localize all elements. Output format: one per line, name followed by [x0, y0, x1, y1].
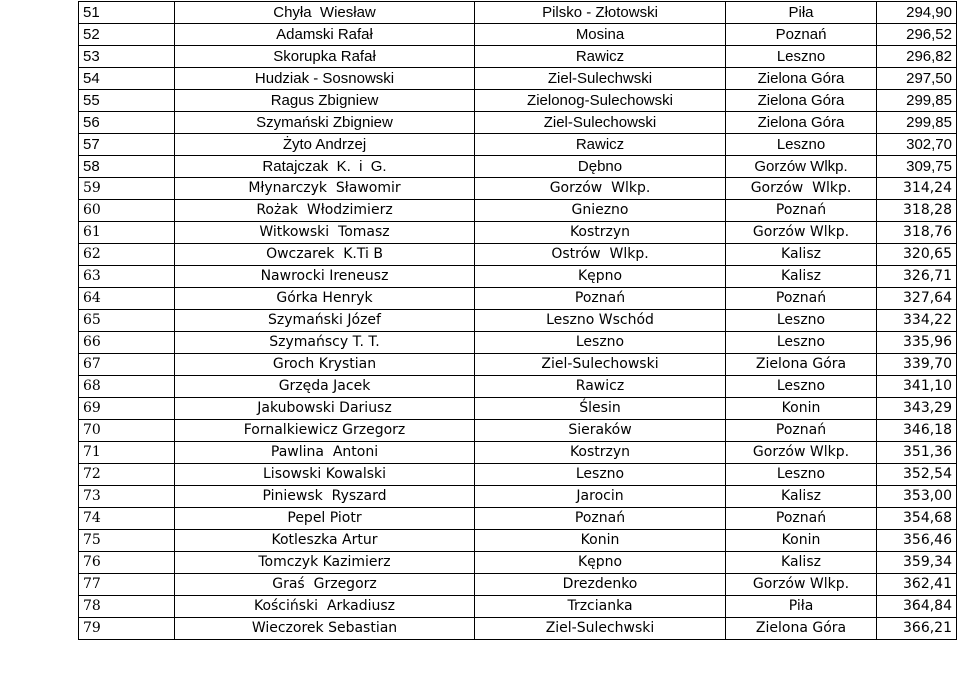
region-name: Zielona Góra — [726, 68, 877, 90]
score-value: 341,10 — [877, 376, 957, 398]
region-name: Zielona Góra — [726, 618, 877, 640]
club-city: Poznań — [475, 508, 726, 530]
score-value: 327,64 — [877, 288, 957, 310]
club-city: Drezdenko — [475, 574, 726, 596]
table-row — [79, 200, 957, 222]
table-row — [79, 596, 957, 618]
region-name: Poznań — [726, 420, 877, 442]
competitor-name: Owczarek K.Ti B — [175, 244, 475, 266]
club-city: Leszno Wschód — [475, 310, 726, 332]
score-value: 294,90 — [877, 2, 957, 24]
competitor-name: Ratajczak K. i G. — [175, 156, 475, 178]
score-value: 302,70 — [877, 134, 957, 156]
score-value: 343,29 — [877, 398, 957, 420]
position-number: 55 — [79, 90, 175, 112]
region-name: Zielona Góra — [726, 112, 877, 134]
club-city: Kępno — [475, 266, 726, 288]
competitor-name: Piniewsk Ryszard — [175, 486, 475, 508]
region-name: Poznań — [726, 24, 877, 46]
competitor-name: Szymański Zbigniew — [175, 112, 475, 134]
club-city: Jarocin — [475, 486, 726, 508]
score-value: 334,22 — [877, 310, 957, 332]
position-number: 63 — [79, 266, 175, 288]
club-city: Sieraków — [475, 420, 726, 442]
score-value: 351,36 — [877, 442, 957, 464]
club-city: Kępno — [475, 552, 726, 574]
table-row — [79, 310, 957, 332]
region-name: Gorzów Wlkp. — [726, 574, 877, 596]
region-name: Konin — [726, 530, 877, 552]
score-value: 314,24 — [877, 178, 957, 200]
club-city: Rawicz — [475, 376, 726, 398]
table-row — [79, 244, 957, 266]
score-value: 364,84 — [877, 596, 957, 618]
competitor-name: Hudziak - Sosnowski — [175, 68, 475, 90]
score-value: 297,50 — [877, 68, 957, 90]
results-table-body — [79, 2, 957, 640]
club-city: Pilsko - Złotowski — [475, 2, 726, 24]
score-value: 346,18 — [877, 420, 957, 442]
club-city: Poznań — [475, 288, 726, 310]
position-number: 54 — [79, 68, 175, 90]
region-name: Zielona Góra — [726, 354, 877, 376]
position-number: 69 — [79, 398, 175, 420]
club-city: Leszno — [475, 464, 726, 486]
club-city: Gorzów Wlkp. — [475, 178, 726, 200]
table-row — [79, 442, 957, 464]
table-row — [79, 156, 957, 178]
table-row — [79, 90, 957, 112]
region-name: Konin — [726, 398, 877, 420]
table-row — [79, 464, 957, 486]
table-row — [79, 2, 957, 24]
score-value: 353,00 — [877, 486, 957, 508]
table-row — [79, 68, 957, 90]
results-table — [78, 1, 957, 640]
table-row — [79, 332, 957, 354]
club-city: Mosina — [475, 24, 726, 46]
table-row — [79, 222, 957, 244]
region-name: Kalisz — [726, 552, 877, 574]
position-number: 62 — [79, 244, 175, 266]
table-row — [79, 266, 957, 288]
position-number: 70 — [79, 420, 175, 442]
position-number: 56 — [79, 112, 175, 134]
competitor-name: Pepel Piotr — [175, 508, 475, 530]
table-row — [79, 486, 957, 508]
table-row — [79, 420, 957, 442]
region-name: Kalisz — [726, 244, 877, 266]
region-name: Leszno — [726, 464, 877, 486]
position-number: 72 — [79, 464, 175, 486]
club-city: Ziel-Sulechwski — [475, 618, 726, 640]
position-number: 52 — [79, 24, 175, 46]
club-city: Dębno — [475, 156, 726, 178]
competitor-name: Groch Krystian — [175, 354, 475, 376]
position-number: 76 — [79, 552, 175, 574]
score-value: 359,34 — [877, 552, 957, 574]
club-city: Rawicz — [475, 46, 726, 68]
competitor-name: Fornalkiewicz Grzegorz — [175, 420, 475, 442]
score-value: 318,28 — [877, 200, 957, 222]
region-name: Kalisz — [726, 486, 877, 508]
score-value: 296,52 — [877, 24, 957, 46]
competitor-name: Witkowski Tomasz — [175, 222, 475, 244]
competitor-name: Grzęda Jacek — [175, 376, 475, 398]
region-name: Poznań — [726, 508, 877, 530]
position-number: 74 — [79, 508, 175, 530]
club-city: Zielonog-Sulechowski — [475, 90, 726, 112]
position-number: 59 — [79, 178, 175, 200]
club-city: Konin — [475, 530, 726, 552]
table-row — [79, 552, 957, 574]
region-name: Poznań — [726, 200, 877, 222]
table-row — [79, 398, 957, 420]
table-row — [79, 178, 957, 200]
score-value: 299,85 — [877, 90, 957, 112]
score-value: 326,71 — [877, 266, 957, 288]
competitor-name: Rożak Włodzimierz — [175, 200, 475, 222]
table-row — [79, 354, 957, 376]
position-number: 75 — [79, 530, 175, 552]
table-row — [79, 112, 957, 134]
club-city: Ziel-Sulechwski — [475, 68, 726, 90]
position-number: 65 — [79, 310, 175, 332]
competitor-name: Adamski Rafał — [175, 24, 475, 46]
position-number: 79 — [79, 618, 175, 640]
competitor-name: Chyła Wiesław — [175, 2, 475, 24]
table-row — [79, 46, 957, 68]
table-row — [79, 376, 957, 398]
region-name: Poznań — [726, 288, 877, 310]
competitor-name: Kotleszka Artur — [175, 530, 475, 552]
competitor-name: Młynarczyk Sławomir — [175, 178, 475, 200]
position-number: 66 — [79, 332, 175, 354]
position-number: 77 — [79, 574, 175, 596]
score-value: 296,82 — [877, 46, 957, 68]
position-number: 71 — [79, 442, 175, 464]
table-row — [79, 508, 957, 530]
score-value: 366,21 — [877, 618, 957, 640]
region-name: Leszno — [726, 46, 877, 68]
club-city: Ślesin — [475, 398, 726, 420]
position-number: 58 — [79, 156, 175, 178]
competitor-name: Nawrocki Ireneusz — [175, 266, 475, 288]
score-value: 309,75 — [877, 156, 957, 178]
score-value: 299,85 — [877, 112, 957, 134]
region-name: Gorzów Wlkp. — [726, 442, 877, 464]
score-value: 318,76 — [877, 222, 957, 244]
table-row — [79, 24, 957, 46]
competitor-name: Szymański Józef — [175, 310, 475, 332]
position-number: 78 — [79, 596, 175, 618]
competitor-name: Górka Henryk — [175, 288, 475, 310]
competitor-name: Żyto Andrzej — [175, 134, 475, 156]
score-value: 362,41 — [877, 574, 957, 596]
position-number: 57 — [79, 134, 175, 156]
region-name: Leszno — [726, 134, 877, 156]
score-value: 320,65 — [877, 244, 957, 266]
position-number: 51 — [79, 2, 175, 24]
competitor-name: Ragus Zbigniew — [175, 90, 475, 112]
region-name: Leszno — [726, 376, 877, 398]
score-value: 354,68 — [877, 508, 957, 530]
table-row — [79, 288, 957, 310]
competitor-name: Pawlina Antoni — [175, 442, 475, 464]
score-value: 356,46 — [877, 530, 957, 552]
position-number: 68 — [79, 376, 175, 398]
region-name: Gorzów Wlkp. — [726, 178, 877, 200]
region-name: Kalisz — [726, 266, 877, 288]
club-city: Kostrzyn — [475, 442, 726, 464]
club-city: Trzcianka — [475, 596, 726, 618]
competitor-name: Szymańscy T. T. — [175, 332, 475, 354]
region-name: Piła — [726, 596, 877, 618]
club-city: Gniezno — [475, 200, 726, 222]
club-city: Leszno — [475, 332, 726, 354]
table-row — [79, 530, 957, 552]
position-number: 64 — [79, 288, 175, 310]
score-value: 335,96 — [877, 332, 957, 354]
club-city: Ostrów Wlkp. — [475, 244, 726, 266]
competitor-name: Skorupka Rafał — [175, 46, 475, 68]
score-value: 339,70 — [877, 354, 957, 376]
position-number: 61 — [79, 222, 175, 244]
position-number: 60 — [79, 200, 175, 222]
competitor-name: Wieczorek Sebastian — [175, 618, 475, 640]
club-city: Kostrzyn — [475, 222, 726, 244]
club-city: Ziel-Sulechowski — [475, 354, 726, 376]
competitor-name: Tomczyk Kazimierz — [175, 552, 475, 574]
table-row — [79, 574, 957, 596]
competitor-name: Jakubowski Dariusz — [175, 398, 475, 420]
region-name: Gorzów Wlkp. — [726, 156, 877, 178]
score-value: 352,54 — [877, 464, 957, 486]
region-name: Leszno — [726, 332, 877, 354]
region-name: Leszno — [726, 310, 877, 332]
club-city: Ziel-Sulechowski — [475, 112, 726, 134]
position-number: 73 — [79, 486, 175, 508]
table-row — [79, 134, 957, 156]
competitor-name: Lisowski Kowalski — [175, 464, 475, 486]
region-name: Piła — [726, 2, 877, 24]
region-name: Gorzów Wlkp. — [726, 222, 877, 244]
club-city: Rawicz — [475, 134, 726, 156]
competitor-name: Kościński Arkadiusz — [175, 596, 475, 618]
position-number: 67 — [79, 354, 175, 376]
competitor-name: Graś Grzegorz — [175, 574, 475, 596]
position-number: 53 — [79, 46, 175, 68]
region-name: Zielona Góra — [726, 90, 877, 112]
table-row — [79, 618, 957, 640]
